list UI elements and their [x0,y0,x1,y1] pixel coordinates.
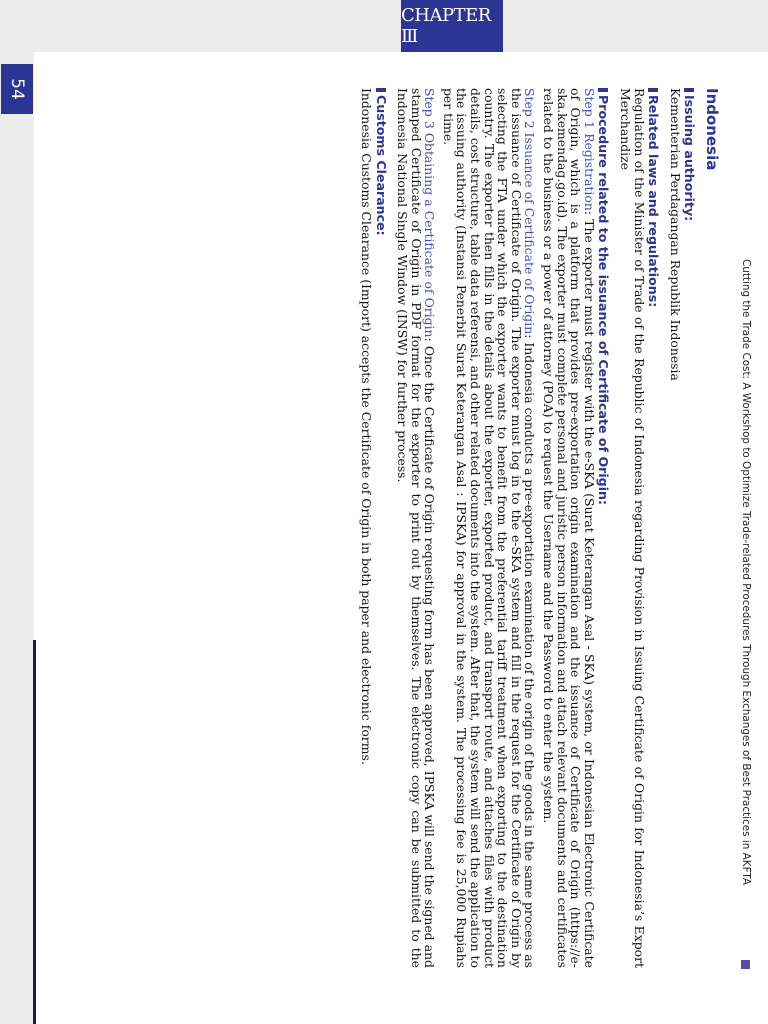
related-laws-heading [647,88,661,968]
procedure-heading-text: Procedure related to the issuance of Certificate of Origin: [596,95,612,506]
related-laws-heading-text: Related laws and regulations: [646,95,662,308]
step-3-text: : Once the Certificate of Origin requesting form has been approved, IPSKA will send the signed and stamped Certificate of Origin in PDF format for the exporter to print out by themselves. The electronic copy can be submitted to the Indonesia National Single Window (INSW) for further process. [395,88,438,968]
related-laws-text: Regulation of the Minister of Trade of the Republic of Indonesia regarding Provision in Issuing Certificate of Origin for Indonesia’s Export Merchandize [618,88,647,968]
running-header: Cutting the Trade Cost: A Workshop to Optimize Trade-related Procedures Through Exchanges of Best Practices in AKFTA [740,258,752,886]
step-3-paragraph [396,88,437,968]
country-heading: Indonesia [703,88,721,171]
left-rule-line [33,640,36,1024]
page-body [258,88,721,968]
chapter-label: CHAPTER Ⅲ [401,5,491,47]
step-2-label: Step 2 Issuance of Certificate of Origin [522,88,538,335]
header-marker-square [741,960,750,969]
heading-marker [376,88,386,92]
procedure-heading [597,88,611,968]
customs-text: Indonesia Customs Clearance (Import) accepts the Certificate of Origin in both paper and electronic forms. [358,88,374,765]
issuing-authority-heading-text: Issuing authority: [682,95,698,222]
left-margin-bar [0,52,34,1024]
step-2-text: : Indonesia conducts a pre-exportation examination of the origin of the goods in the same process as the issuance of Certificate of Origin. The exporter must log in to the e-SKA system and fill in the request for the Certificate of Origin by selecting the FTA under which the exporter wants to benefit from the preferential tariff treatment when exporting to the destination country. The exporter then fills in the details about the exporter, exported product, and transport route, and attaches files with product details, cost structure, table data referensi, and other related documents into the system. After that, the system will send the application to the issuing authority (Instansi Penerbit Surat Keterangan Asal : IPSKA) for approval in the system. The processing fee is 25,000 Rupiahs per time. [440,88,538,968]
customs-heading [374,88,388,968]
page-number: 54 [7,78,27,100]
heading-marker [684,88,694,92]
heading-marker [648,88,658,92]
chapter-tab [401,0,503,52]
issuing-authority-heading [683,88,697,968]
step-1-text: : The exporter must register with the e-SKA (Surat Keterangan Asal - SKA) system, or Indonesian Electronic Certificate of Origin, which is a platform that provides pre-exportation origin examination and the issuance of Certificate of Origin (https://e-ska.kemendag.go.id). The exporter must complete personal and juristic person information and attach relevant documents and certificates related to the business or a power of attorney (POA) to request the Username and the Password to enter the system. [541,88,597,968]
step-2-paragraph [441,88,536,968]
top-bar [0,0,768,52]
heading-marker [598,88,608,92]
step-3-label: Step 3 Obtaining a Certificate of Origin [422,88,438,338]
step-1-paragraph [541,88,595,968]
step-1-label: Step 1 Registration [581,88,597,211]
issuing-authority-text: Kementerian Perdagangan Republik Indonesia [667,88,683,381]
customs-heading-text: Customs Clearance: [373,95,389,236]
